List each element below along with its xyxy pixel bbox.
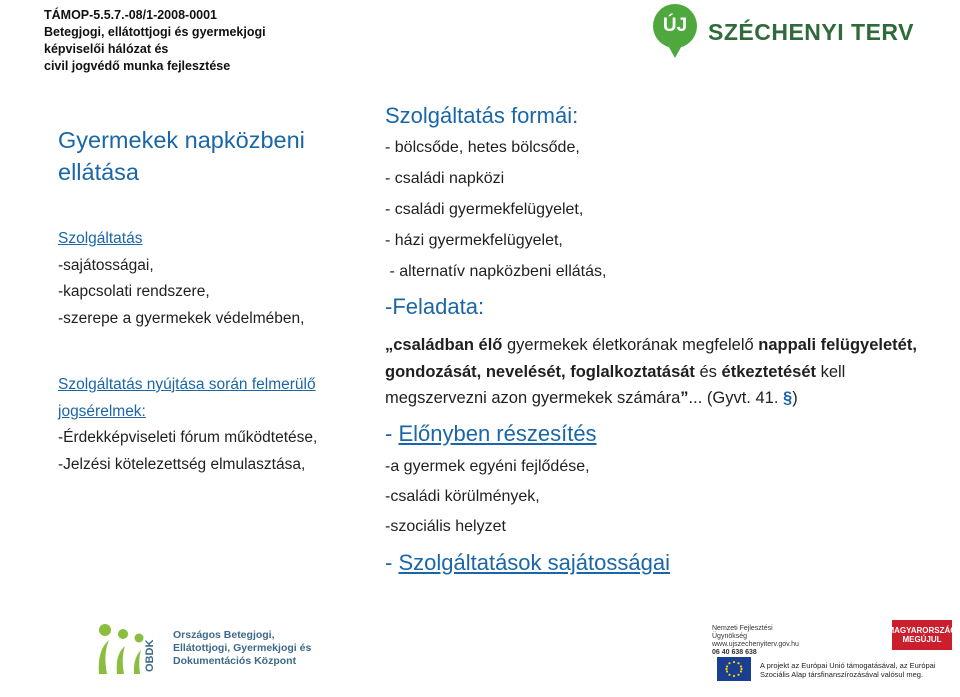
priority-heading: - Előnyben részesítés bbox=[385, 420, 597, 446]
form-item: - alternatív napközbeni ellátás, bbox=[385, 263, 607, 280]
eu-flag-icon bbox=[717, 657, 751, 681]
topic-item: -sajátosságai, bbox=[58, 256, 154, 274]
obdk-name: Országos Betegjogi, Ellátottjogi, Gyermekjogi és Dokumentációs Központ bbox=[173, 628, 312, 667]
grievance-item: -Érdekképviseleti fórum működtetése, bbox=[58, 429, 318, 446]
header-line: civil jogvédő munka fejlesztése bbox=[44, 59, 231, 73]
szechenyi-terv-logo bbox=[652, 2, 914, 62]
header-line: képviselői hálózat és bbox=[44, 42, 169, 56]
hungary-renews-badge: MAGYARORSZÁG MEGÚJUL bbox=[892, 620, 952, 650]
logo-name: SZÉCHENYI TERV bbox=[708, 18, 914, 45]
criteria-item: -családi körülmények, bbox=[385, 487, 540, 505]
grievance-heading: Szolgáltatás nyújtása során felmerülő bbox=[58, 376, 316, 393]
task-heading: -Feladata: bbox=[385, 294, 485, 319]
obdk-logo bbox=[95, 620, 311, 676]
forms-heading: Szolgáltatás formái: bbox=[385, 103, 579, 128]
right-column bbox=[385, 100, 945, 582]
form-item: - családi napközi bbox=[385, 170, 505, 187]
left-column bbox=[58, 124, 358, 478]
topic-heading: Szolgáltatás bbox=[58, 230, 143, 247]
form-item: - családi gyermekfelügyelet, bbox=[385, 201, 584, 218]
eu-funding-text: A projekt az Európai Unió támogatásával, az Európai Szociális Alap társfinanszírozásával valósul meg. bbox=[760, 661, 936, 679]
criteria-item: -szociális helyzet bbox=[385, 517, 506, 535]
project-header bbox=[44, 7, 266, 75]
obdk-vertical-text: OBDK bbox=[144, 639, 156, 672]
features-link[interactable]: - Szolgáltatások sajátosságai bbox=[385, 549, 670, 575]
grievance-block bbox=[58, 372, 358, 478]
topic-item: -szerepe a gyermekek védelmében, bbox=[58, 309, 305, 327]
header-line: TÁMOP-5.5.7.-08/1-2008-0001 bbox=[44, 8, 218, 22]
criteria-item: -a gyermek egyéni fejlődése, bbox=[385, 457, 590, 475]
funding-footer bbox=[712, 625, 957, 695]
legal-quote: „családban élő gyermekek életkorának megfelelő nappali felügyeletét, gondozását, nevelését, foglalkoztatását és étkeztetését kell megszervezni azon gyermekek számára”... (Gyvt. 41. §) bbox=[385, 336, 917, 407]
obdk-figures-icon bbox=[95, 620, 173, 676]
grievance-heading: jogsérelmek: bbox=[58, 402, 146, 420]
form-item: - házi gyermekfelügyelet, bbox=[385, 232, 563, 249]
topics-block bbox=[58, 226, 358, 332]
grievance-item: -Jelzési kötelezettség elmulasztása, bbox=[58, 455, 306, 473]
location-pin-icon bbox=[652, 4, 698, 60]
topic-item: -kapcsolati rendszere, bbox=[58, 283, 210, 300]
form-item: - bölcsőde, hetes bölcsőde, bbox=[385, 139, 580, 156]
header-line: Betegjogi, ellátottjogi és gyermekjogi bbox=[44, 25, 266, 39]
slide-title: Gyermekek napközbeni ellátása bbox=[58, 127, 305, 185]
agency-info: Nemzeti Fejlesztési Ügynökség www.ujszechenyiterv.gov.hu 06 40 638 638 bbox=[712, 625, 799, 656]
logo-badge: ÚJ bbox=[662, 15, 688, 36]
